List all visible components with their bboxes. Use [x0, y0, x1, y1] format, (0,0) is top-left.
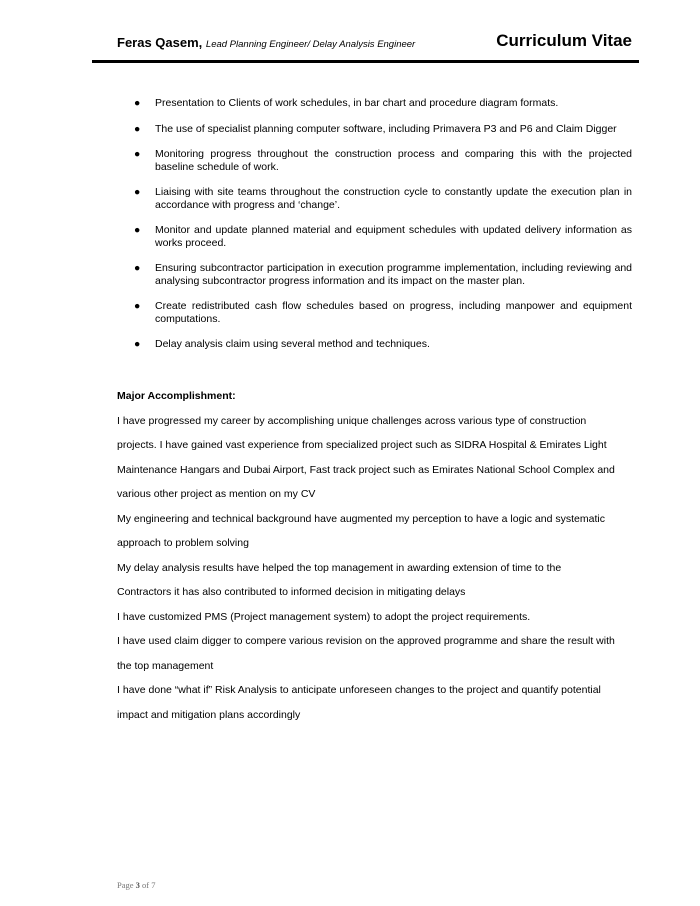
list-item-text: Monitoring progress throughout the construction process and comparing this with the projected baseline schedule of work.	[155, 148, 632, 173]
author-name: Feras Qasem,	[117, 35, 203, 50]
accomplishments-section	[117, 384, 632, 727]
list-item	[117, 300, 632, 325]
paragraph-line: impact and mitigation plans accordingly	[117, 708, 301, 721]
list-item-text: Delay analysis claim using several method and techniques.	[155, 338, 430, 350]
of-label: of	[142, 880, 150, 890]
accomplishments-body	[117, 409, 632, 728]
paragraph-line: I have customized PMS (Project management system) to adopt the project requirements.	[117, 610, 531, 623]
bullet-icon: ●	[134, 262, 141, 274]
paragraph-line: approach to problem solving	[117, 537, 249, 549]
page-label: Page	[117, 880, 134, 890]
bullet-icon: ●	[134, 148, 141, 160]
bullet-icon: ●	[134, 186, 141, 198]
list-item	[117, 148, 632, 173]
paragraph-line: My engineering and technical background have augmented my perception to have a logic and systematic	[117, 512, 605, 525]
page-number: 3	[135, 880, 140, 890]
list-item-text: Presentation to Clients of work schedules, in bar chart and procedure diagram formats.	[155, 97, 559, 109]
paragraph-line: I have progressed my career by accomplishing unique challenges across various type of construction	[117, 414, 587, 427]
paragraph-line: I have done “what if” Risk Analysis to anticipate unforeseen changes to the project and quantify potential	[117, 684, 601, 696]
bullet-icon: ●	[134, 300, 141, 312]
list-item	[117, 338, 632, 351]
bullet-icon: ●	[134, 97, 141, 109]
responsibilities-list	[117, 97, 632, 364]
paragraph-line: Maintenance Hangars and Dubai Airport, Fast track project such as Emirates National School Complex and	[117, 463, 615, 476]
list-item-text: Ensuring subcontractor participation in execution programme implementation, including reviewing and analysing subcontractor progress information and its impact on the master plan.	[155, 262, 632, 287]
list-item	[117, 224, 632, 249]
paragraph-line: I have used claim digger to compere various revision on the approved programme and share the result with	[117, 635, 615, 647]
header-divider	[92, 60, 639, 63]
page-total: 7	[151, 880, 156, 890]
author-role: Lead Planning Engineer/ Delay Analysis Engineer	[205, 39, 416, 50]
author-name-line	[117, 35, 415, 50]
list-item-text: Monitor and update planned material and equipment schedules with updated delivery information as works proceed.	[155, 224, 632, 249]
paragraph-line: projects. I have gained vast experience from specialized project such as SIDRA Hospital & Emirates Light	[117, 439, 607, 451]
paragraph-line: Contractors it has also contributed to informed decision in mitigating delays	[117, 586, 466, 598]
section-heading: Major Accomplishment:	[117, 390, 236, 402]
list-item	[117, 262, 632, 287]
list-item	[117, 123, 632, 136]
list-item-text: Liaising with site teams throughout the construction cycle to constantly update the execution plan in accordance with progress and ‘change’.	[155, 186, 632, 211]
list-item	[117, 186, 632, 211]
bullet-icon: ●	[134, 338, 141, 350]
bullet-icon: ●	[134, 122, 141, 135]
paragraph-line: My delay analysis results have helped the top management in awarding extension of time to the	[117, 561, 562, 574]
bullet-icon: ●	[134, 224, 141, 236]
paragraph-line: the top management	[117, 659, 214, 672]
list-item	[117, 97, 632, 110]
document-title: Curriculum Vitae	[496, 31, 632, 50]
page-header	[117, 31, 632, 53]
paragraph-line: various other project as mention on my CV	[117, 488, 316, 500]
list-item-text: The use of specialist planning computer software, including Primavera P3 and P6 and Claim Digger	[155, 122, 617, 135]
page-footer	[117, 880, 156, 890]
list-item-text: Create redistributed cash flow schedules based on progress, including manpower and equipment computations.	[155, 300, 632, 325]
